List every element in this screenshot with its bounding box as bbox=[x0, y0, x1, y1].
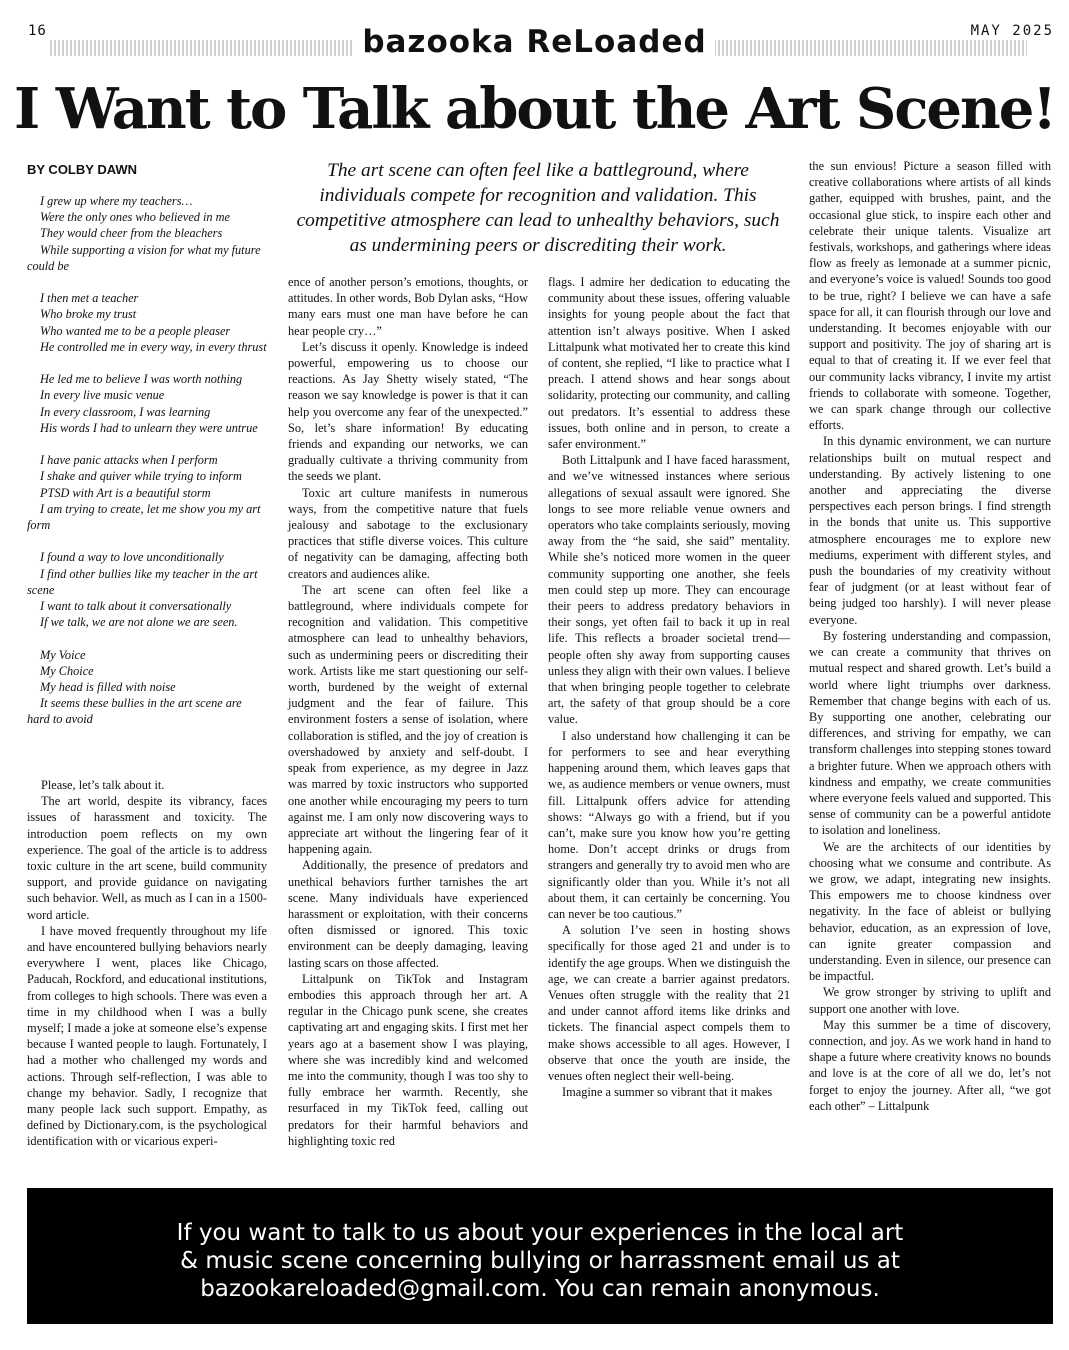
poem-line: He led me to believe I was worth nothing bbox=[40, 372, 243, 387]
contact-line: bazookareloaded@gmail.com. You can remain anonymous. bbox=[200, 1276, 880, 1302]
paragraph: A solution I’ve seen in hosting shows specifically for those aged 21 and under is to identify the age groups. When we distinguish the age, we can create a barrier against predators. Venues often struggle with the reality that 21 and under cannot afford items like drinks and tickets. The financial aspect compels them to make shows accessible to all ages. However, I observe that once the youth are inside, the venues often neglect their well-being. bbox=[548, 923, 790, 1083]
publication-name: bazooka ReLoaded bbox=[354, 20, 714, 64]
poem-line: My head is filled with noise bbox=[40, 680, 176, 695]
paragraph: Toxic art culture manifests in numerous ways, from the competitive nature that fuels jealousy and sabotage to the exclusionary practices that stifle diverse voices. This culture of negativity can be damaging, affecting both creators and audiences alike. bbox=[288, 485, 528, 581]
issue-date: MAY 2025 bbox=[970, 23, 1054, 39]
poem-line: I then met a teacher bbox=[40, 291, 139, 306]
poem-line: My Voice bbox=[40, 647, 86, 662]
poem-line: It seems these bullies in the art scene are hard to avoid bbox=[27, 696, 242, 727]
paragraph: I have moved frequently throughout my life and have encountered bullying behaviors nearly everywhere I went, places like Chicago, Paducah, Rockford, and educational institutions, from colleges to high schools. There was even a time in my childhood when I was a bully myself; I made a joke at someone else’s expense because I wanted people to laugh. Fortunately, I had a mother who challenged my words and actions. Through self-reflection, I was able to change my behavior. Sadly, I recognize that many people lack such support. Empathy, as defined by Dictionary.com, is the psychological identification with or vicarious experi- bbox=[27, 923, 267, 1149]
paragraph: I also understand how challenging it can be for performers to see and hear everything happening around them, which leaves gaps that we, as audience members or venue owners, must fill. Littalpunk offers advice for attending shows: “Always go with a friend, but if you can’t, make sure you know how you’re getting home. Don’t accept drinks or drugs from strangers and generally try to avoid men who are significantly older than you. While it’s not all about them, it can certainly be concerning. You can never be too cautious.” bbox=[548, 728, 790, 921]
byline: BY COLBY DAWN bbox=[27, 162, 138, 177]
paragraph: In this dynamic environment, we can nurture relationships built on mutual respect and understanding. By actively listening to one another and appreciating the diverse perspectives each person brings. I find strength in the bonds that unite us. This supportive atmosphere encourages me to explore new mediums, experiment with different styles, and push the boundaries of my creativity without fear of judgment (or at least without fear of being judged too harshly). I will never please everyone. bbox=[809, 434, 1051, 627]
article-column-4 bbox=[809, 158, 1051, 1114]
poem-line: Who wanted me to be a people pleaser bbox=[40, 323, 231, 338]
contact-text bbox=[27, 1188, 1053, 1303]
poem-stanza bbox=[27, 647, 267, 728]
paragraph: By fostering understanding and compassion, we can create a community that thrives on mutual respect and shared growth. Let’s build a world where light triumphs over darkness. Remember that change begins with each of us. By supporting one another, celebrating our differences, and striving for empathy, we can transform challenges into stepping stones toward a brighter future. When we approach others with kindness and empathy, we create communities where everyone feels valued and supported. This sense of community can be a powerful antidote to isolation and loneliness. bbox=[809, 628, 1051, 838]
poem-line: Who broke my trust bbox=[40, 307, 137, 322]
contact-line: & music scene concerning bullying or harrassment email us at bbox=[180, 1248, 900, 1274]
paragraph: We grow stronger by striving to uplift and support one another with love. bbox=[809, 985, 1051, 1016]
poem-line: PTSD with Art is a beautiful storm bbox=[40, 485, 211, 500]
masthead bbox=[0, 20, 1069, 64]
poem-line: My Choice bbox=[40, 663, 94, 678]
page-header bbox=[0, 0, 1069, 70]
paragraph: Imagine a summer so vibrant that it makes bbox=[562, 1085, 773, 1100]
contact-banner bbox=[27, 1188, 1053, 1324]
paragraph: The art scene can often feel like a battleground, where individuals compete for recognition and validation. This competitive atmosphere can lead to unhealthy behaviors, such as undermining peers or discrediting their work. Artists like me start questioning our self-worth, burdened by the weight of external judgment and the fear of failure. This environment fosters a sense of isolation, where collaboration is stifled, and the joy of creation is overshadowed by anxiety and self-doubt. I speak from experience, as my degree in Jazz was marred by toxic instructors who supported one another while encouraging my peers to turn against me. I am only now discovering ways to appreciate art without the lingering fear of it happening again. bbox=[288, 582, 528, 857]
poem-line: Were the only ones who believed in me bbox=[40, 210, 230, 225]
pull-quote: The art scene can often feel like a battleground, where individuals compete for recognition and validation. This competitive atmosphere can lead to unhealthy behaviors, such as undermining peers or discrediting their work. bbox=[296, 160, 780, 256]
poem-stanza bbox=[27, 290, 267, 355]
paragraph: Additionally, the presence of predators and unethical behaviors further tarnishes the art scene. Many individuals have experienced harassment or exploitation, with their concerns often dismissed or ignored. This toxic environment can be deeply damaging, leaving lasting scars on those affected. bbox=[288, 858, 528, 970]
paragraph: We are the architects of our identities by choosing what we consume and contribute. As we grow, we adapt, integrating new insights. This empowers me to choose kindness over negativity. In the face of ableist or bullying behavior, education, as an expression of love, can ignite greater compassion and understanding. Even in silence, our presence can be impactful. bbox=[809, 839, 1051, 984]
poem-line: In every classroom, I was learning bbox=[40, 404, 211, 419]
poem-line: They would cheer from the bleachers bbox=[40, 226, 223, 241]
poem-line: I have panic attacks when I perform bbox=[40, 453, 218, 468]
paragraph: the sun envious! Picture a season filled with creative collaborations where artists of all kinds gather, equipped with brushes, paint, and the occasional glue stick, to inspire each other and celebrate their unique talents. Visualize art festivals, workshops, and gatherings where ideas flow as freely as lemonade at a summer picnic, and everyone’s voice is valued! Sounds too good to be true, right? I believe we can have a safe space for all, it can flourish through our love and understanding. It becomes enjoyable with our support and positivity. The joy of sharing art is equal to that of creating it. If we ever feel that our community lacks vibrancy, I invite my artist friends to collaborate with someone. Together, we can spark change through our collective efforts. bbox=[809, 159, 1051, 433]
poem-line: I want to talk about it conversationally bbox=[40, 599, 232, 614]
poem-stanza bbox=[27, 452, 267, 533]
poem-line: I find other bullies like my teacher in the art scene bbox=[27, 566, 258, 597]
poem-stanza bbox=[27, 193, 267, 274]
poem-line: I shake and quiver while trying to inform bbox=[40, 469, 242, 484]
article-headline: I Want to Talk about the Art Scene! bbox=[14, 76, 1055, 142]
paragraph: ence of another person’s emotions, thoughts, or attitudes. In other words, Bob Dylan asks, “How many ears must one man have before he can hear people cry…” bbox=[288, 275, 528, 338]
page-number: 16 bbox=[28, 23, 47, 39]
poem-line: If we talk, we are not alone we are seen. bbox=[40, 615, 238, 630]
intro-poem bbox=[27, 193, 267, 744]
poem-line: His words I had to unlearn they were untrue bbox=[40, 420, 258, 435]
poem-line: He controlled me in every way, in every thrust bbox=[40, 339, 267, 354]
poem-line: I found a way to love unconditionally bbox=[40, 550, 224, 565]
paragraph: May this summer be a time of discovery, connection, and joy. As we work hand in hand to shape a future where creativity knows no bounds and love is at the core of all we do, let’s not forget to enjoy the journey. After all, “we got each other” – Littalpunk bbox=[809, 1017, 1051, 1113]
poem-line: I am trying to create, let me show you my art form bbox=[27, 501, 261, 533]
poem-stanza bbox=[27, 549, 267, 630]
paragraph: The art world, despite its vibrancy, faces issues of harassment and toxicity. The introduction poem reflects on my own experience. The goal of the article is to address toxic culture in the art scene, build community support, and provide guidance on navigating such behavior. Well, as much as I can in a 1500-word article. bbox=[27, 794, 267, 922]
article-column-1 bbox=[27, 777, 267, 1150]
poem-line: While supporting a vision for what my future could be bbox=[27, 242, 261, 273]
article-column-2 bbox=[288, 274, 528, 1149]
poem-line: In every live music venue bbox=[40, 388, 165, 403]
poem-stanza bbox=[27, 371, 267, 436]
paragraph: Please, let’s talk about it. bbox=[41, 778, 165, 792]
paragraph: Littalpunk on TikTok and Instagram embodies this approach through her art. A regular in the Chicago punk scene, she creates captivating art and engaging skits. I first met her years ago at a basement show I was playing, where she was incredibly kind and welcomed me into the community, though I was too shy to fully embrace her warmth. Recently, she resurfaced in my TikTok feed, calling out predators for their harmful behaviors and highlighting toxic red bbox=[288, 971, 528, 1148]
poem-line: I grew up where my teachers… bbox=[40, 194, 193, 208]
paragraph: flags. I admire her dedication to educating the community about these issues, offering valuable insights for young people about the fact that attention isn’t always positive. When I asked Littalpunk what motivated her to create this kind of content, she replied, “I like to practice what I preach. I attend shows and hear songs about solidarity, protecting our community, and calling out predators. It’s essential to address these issues, both online and in person, to create a safer environment.” bbox=[548, 275, 790, 452]
contact-line: If you want to talk to us about your experiences in the local art bbox=[176, 1220, 904, 1246]
paragraph: Both Littalpunk and I have faced harassment, and we’ve witnessed instances where serious allegations of sexual assault were ignored. She longs to see more reliable venue owners and operators who take complaints seriously, moving away from the “he said, she said” mentality. While she’s noticed more women in the queer community supporting one another, she feels men could step up more. They can encourage their peers to address predatory behaviors in their songs, yet often fail to back it up in real life. This reflects a broader societal trend—people often shy away from supporting causes unless they align with their own values. I believe that when bringing people together to celebrate art, the safety of that group should be a core value. bbox=[548, 453, 790, 727]
article-column-3 bbox=[548, 274, 790, 1100]
paragraph: Let’s discuss it openly. Knowledge is indeed powerful, empowering us to choose our reactions. As Jay Shetty wisely stated, “The reason we say knowledge is power is that it can help you overcome any fear of the unexpected.” So, let’s share information! By educating friends and expanding our networks, we can gradually cultivate a thriving community from the seeds we plant. bbox=[288, 339, 528, 484]
